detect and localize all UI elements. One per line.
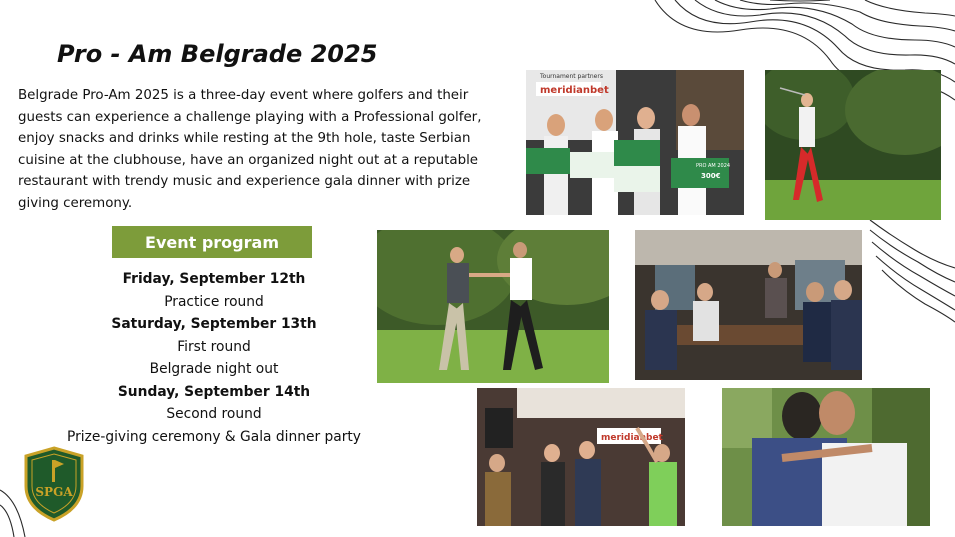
tag-text: Tournament partners [540, 73, 603, 80]
hug-photo [722, 388, 930, 526]
dinner-photo [635, 230, 862, 380]
golfer-swing-photo [765, 70, 941, 220]
spga-logo [22, 446, 86, 522]
event-program-list [40, 268, 388, 448]
program-item: Belgrade night out [149, 361, 279, 377]
program-item: Prize-giving ceremony & Gala dinner party [67, 428, 361, 445]
program-item: Second round [166, 406, 262, 422]
program-item: Practice round [164, 293, 264, 310]
intro-paragraph: Belgrade Pro-Am 2025 is a three-day event where golfers and their guests can experience a challenge playing with a Professional golfer, enjoy snacks and drinks while resting at the 9th hole, taste Serbian cuisine at the clubhouse, have an organized night out at a reputable restaurant with trendy music and experience gala dinner with prize giving ceremony. [18, 88, 482, 211]
slide-title: Pro - Am Belgrade 2025 [57, 40, 378, 68]
program-day: Saturday, September 13th [111, 316, 317, 332]
party-photo [477, 388, 685, 526]
program-day: Friday, September 12th [122, 271, 306, 287]
event-program-badge: Event program [112, 226, 312, 258]
party-banner-text: meridianbet [601, 433, 663, 443]
program-day: Sunday, September 14th [117, 383, 311, 400]
handshake-photo [377, 230, 609, 383]
check-amount: 300€ [701, 172, 721, 180]
logo-initials: SPGA [35, 485, 73, 499]
program-item: First round [177, 338, 251, 355]
check-text: PRO AM 2024 [696, 163, 731, 169]
winners-photo [526, 70, 744, 215]
banner-text: meridianbet [540, 85, 609, 96]
